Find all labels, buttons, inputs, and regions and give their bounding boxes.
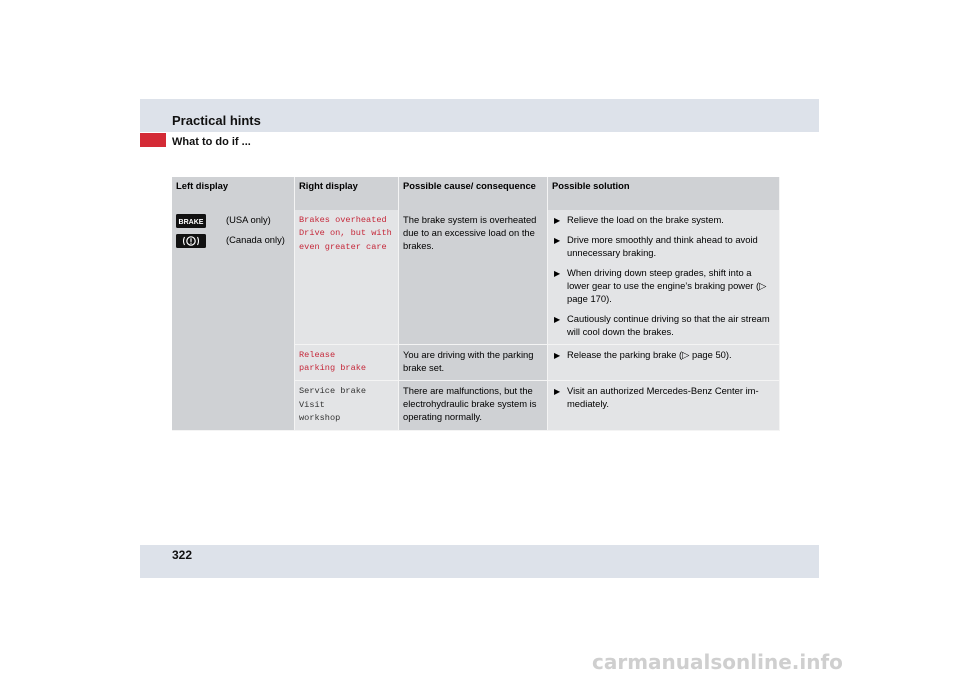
lamp-row-canada xyxy=(176,234,290,248)
solution-item: ▶ When driving down steep grades, shift into a lower gear to use the engine’s braking power (▷ page 170). xyxy=(554,266,767,304)
bullet-arrow-icon: ▶ xyxy=(554,387,561,397)
column-header-left-display: Left display xyxy=(172,177,295,210)
display-message-line: Drive on, but with xyxy=(299,228,392,239)
right-display-cell xyxy=(295,381,399,431)
column-header-possible-solution: Possible solution xyxy=(548,177,780,210)
solution-item: ▶ Drive more smoothly and think ahead to avoid unnecessary braking. xyxy=(554,233,758,258)
possible-cause-cell: You are driving with the parking brake set. xyxy=(399,345,548,382)
bullet-arrow-icon: ▶ xyxy=(554,314,561,324)
display-message-line: parking brake xyxy=(299,363,367,374)
possible-solution-cell xyxy=(548,381,780,431)
column-header-right-display: Right display xyxy=(295,177,399,210)
svg-text:BRAKE: BRAKE xyxy=(178,219,204,226)
possible-cause-cell: There are malfunctions, but the electrohydraulic brake system is operating normally. xyxy=(399,381,548,431)
watermark: carmanualsonline.info xyxy=(592,650,843,674)
display-message-line: Service brake xyxy=(299,386,367,397)
lamp-label-usa: (USA only) xyxy=(226,214,271,225)
lamp-label-canada: (Canada only) xyxy=(226,234,285,245)
bullet-arrow-icon: ▶ xyxy=(554,268,561,278)
brake-warning-lamp-icon xyxy=(176,214,206,228)
bullet-arrow-icon: ▶ xyxy=(554,216,561,225)
left-display-cell xyxy=(172,210,295,431)
display-message-line: even greater care xyxy=(299,241,387,252)
bullet-arrow-icon: ▶ xyxy=(554,235,561,245)
solution-item: ▶ Visit an authorized Mercedes-Benz Center im-mediately. xyxy=(554,385,759,410)
solution-item: ▶ Relieve the load on the brake system. xyxy=(554,214,724,225)
section-marker xyxy=(140,133,166,147)
bullet-arrow-icon: ▶ xyxy=(554,350,561,360)
page-number: 322 xyxy=(172,548,193,562)
solution-item: ▶ Cautiously continue driving so that the air stream will cool down the brakes. xyxy=(554,312,770,337)
lamp-row-usa xyxy=(176,214,290,228)
display-message-line: Visit xyxy=(299,399,325,410)
display-message-line: Brakes overheated xyxy=(299,215,387,225)
table-header-row xyxy=(172,177,780,210)
right-display-cell xyxy=(295,210,399,345)
right-display-cell xyxy=(295,345,399,382)
possible-solution-cell xyxy=(548,210,780,345)
footer-band xyxy=(140,545,819,578)
section-title: Practical hints xyxy=(172,113,261,128)
column-header-possible-cause: Possible cause/ consequence xyxy=(399,177,548,210)
table-row xyxy=(172,210,780,345)
display-message-line: Release xyxy=(299,349,336,360)
subsection-title: What to do if ... xyxy=(172,136,251,148)
display-message-line: workshop xyxy=(299,413,341,423)
brake-circle-warning-lamp-icon xyxy=(176,234,206,248)
solution-item: ▶ Release the parking brake (▷ page 50). xyxy=(554,348,732,360)
practical-hints-table xyxy=(172,177,780,431)
possible-solution-cell xyxy=(548,345,780,382)
possible-cause-cell: The brake system is overheated due to an excessive load on the brakes. xyxy=(399,210,548,345)
